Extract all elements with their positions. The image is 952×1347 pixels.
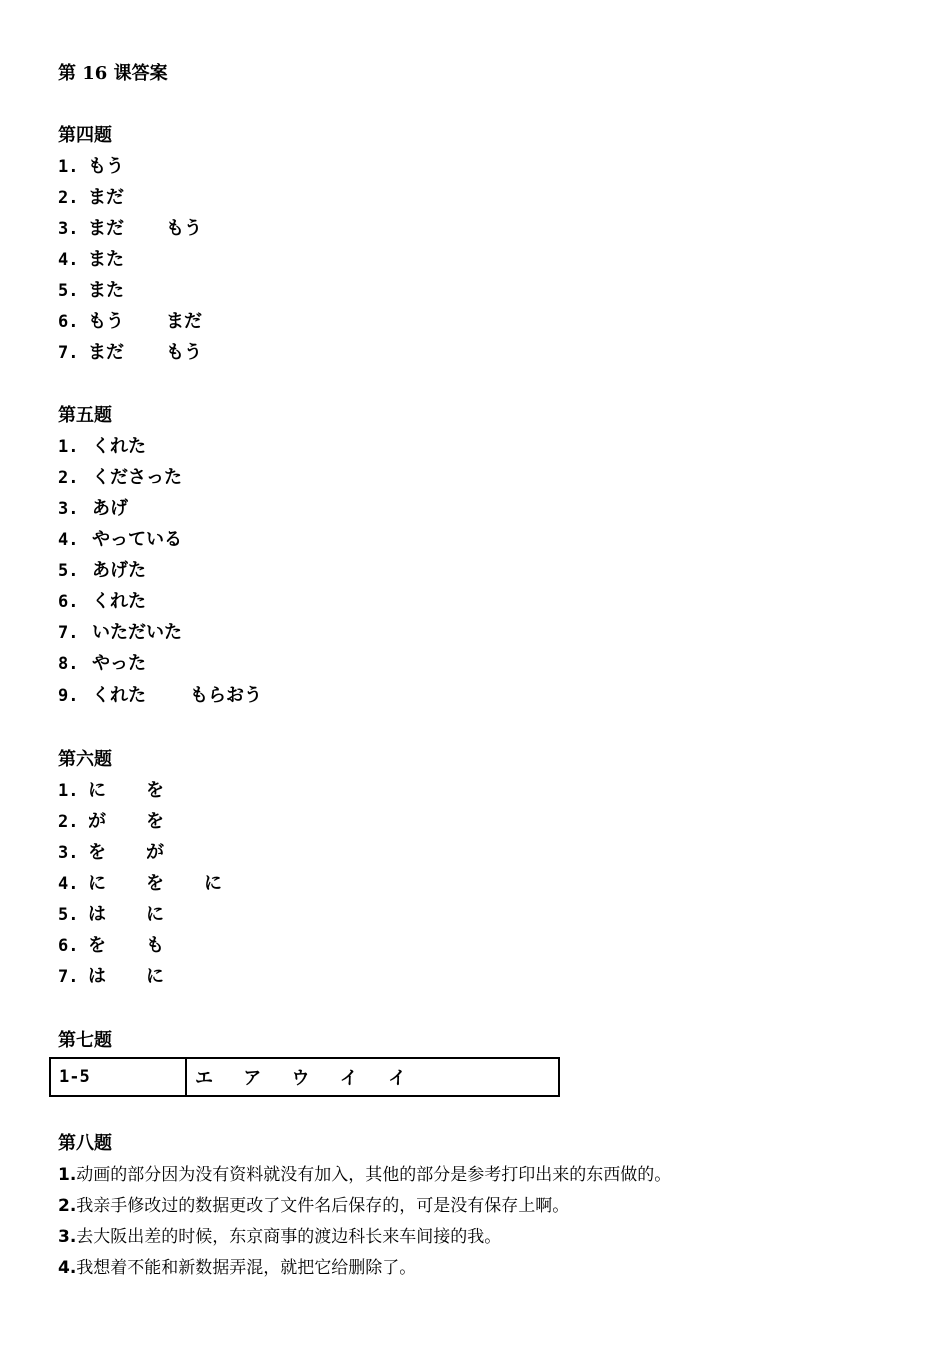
- translation-text: 去大阪出差的时候，东京商事的渡边科长来车间接的我。: [76, 1227, 502, 1247]
- item-number: 6.: [58, 592, 79, 612]
- s4-item: [58, 248, 166, 272]
- answer-a: を: [88, 842, 106, 863]
- s6-item: [58, 810, 204, 834]
- item-number: 2.: [58, 468, 79, 488]
- answer-a: くれた: [92, 436, 146, 457]
- item-number: 3.: [58, 499, 79, 519]
- translation-item: [58, 1163, 671, 1187]
- answer-a: やっている: [92, 529, 182, 550]
- item-number: 5.: [58, 561, 79, 581]
- translation-text: 我亲手修改过的数据更改了文件名后保存的，可是没有保存上啊。: [76, 1196, 570, 1216]
- answer-a: は: [88, 966, 106, 987]
- s4-item: [58, 341, 202, 365]
- answer-a: が: [88, 811, 106, 832]
- item-number: 3.: [58, 843, 79, 863]
- translation-item: [58, 1256, 416, 1280]
- answer-table: [49, 1057, 560, 1097]
- answer-a: を: [88, 935, 106, 956]
- s4-item: [58, 279, 166, 303]
- s6-item: [58, 779, 204, 803]
- page-title: 第 16 课答案: [58, 63, 168, 84]
- s6-item: [58, 903, 204, 927]
- answer-a: まだ: [88, 187, 124, 208]
- item-number: 6.: [58, 936, 79, 956]
- s5-item: [58, 466, 190, 490]
- item-number: 7.: [58, 967, 79, 987]
- item-number: 1.: [58, 781, 79, 801]
- item-number: 1.: [58, 1165, 77, 1185]
- item-number: 1.: [58, 157, 79, 177]
- answer-b: に: [146, 966, 164, 987]
- answer-b: を: [146, 873, 164, 894]
- answer-b: もらおう: [190, 685, 262, 706]
- s5-item: [58, 684, 262, 708]
- answer-b: を: [146, 780, 164, 801]
- answer-a: くれた: [92, 591, 146, 612]
- section-6-heading: 第六题: [58, 749, 112, 770]
- item-number: 5.: [58, 281, 79, 301]
- answer-a: に: [88, 780, 106, 801]
- s6-item: [58, 872, 222, 896]
- s4-item: [58, 155, 166, 179]
- answer-a: あげ: [92, 498, 128, 519]
- answer-a: まだ: [88, 342, 124, 363]
- answer-b: が: [146, 842, 164, 863]
- answer-a: あげた: [92, 560, 146, 581]
- answer-b: も: [146, 935, 164, 956]
- answer-b: を: [146, 811, 164, 832]
- item-number: 4.: [58, 250, 79, 270]
- s6-item: [58, 965, 204, 989]
- answer-a: いただいた: [92, 622, 182, 643]
- translation-item: [58, 1225, 501, 1249]
- translation-item: [58, 1194, 569, 1218]
- answer-a: は: [88, 904, 106, 925]
- section-8-heading: 第八题: [58, 1133, 112, 1154]
- answer-a: に: [88, 873, 106, 894]
- s4-item: [58, 217, 202, 241]
- answer-a: また: [88, 280, 124, 301]
- item-number: 8.: [58, 654, 79, 674]
- item-number: 3.: [58, 1227, 77, 1247]
- s5-item: [58, 497, 190, 521]
- item-number: 4.: [58, 530, 79, 550]
- item-number: 1.: [58, 437, 79, 457]
- s6-item: [58, 934, 204, 958]
- s6-item: [58, 841, 204, 865]
- item-number: 7.: [58, 623, 79, 643]
- answer-a: また: [88, 249, 124, 270]
- section-5-heading: 第五题: [58, 405, 112, 426]
- answer-a: もう: [88, 156, 124, 177]
- s5-item: [58, 621, 190, 645]
- answer-b: もう: [166, 342, 202, 363]
- answer-a: くれた: [92, 685, 146, 706]
- answer-a: まだ: [88, 218, 124, 239]
- s5-item: [58, 590, 190, 614]
- question-range-cell: 1-5: [50, 1058, 186, 1096]
- item-number: 4.: [58, 1258, 77, 1278]
- section-7-heading: 第七题: [58, 1030, 112, 1051]
- s5-item: [58, 528, 190, 552]
- item-number: 9.: [58, 686, 79, 706]
- answers-cell: エ ア ウ イ イ: [186, 1058, 559, 1096]
- translation-text: 我想着不能和新数据弄混，就把它给删除了。: [76, 1258, 417, 1278]
- answer-a: やった: [92, 653, 146, 674]
- answer-a: もう: [88, 311, 124, 332]
- s5-item: [58, 435, 190, 459]
- item-number: 6.: [58, 312, 79, 332]
- table-row: [50, 1058, 559, 1096]
- answer-b: もう: [166, 218, 202, 239]
- item-number: 2.: [58, 188, 79, 208]
- s4-item: [58, 186, 166, 210]
- answer-b: に: [146, 904, 164, 925]
- item-number: 2.: [58, 1196, 77, 1216]
- section-4-heading: 第四题: [58, 125, 112, 146]
- s5-item: [58, 559, 190, 583]
- s4-item: [58, 310, 202, 334]
- answer-a: くださった: [92, 467, 182, 488]
- answer-c: に: [204, 873, 222, 894]
- item-number: 4.: [58, 874, 79, 894]
- item-number: 2.: [58, 812, 79, 832]
- item-number: 7.: [58, 343, 79, 363]
- item-number: 5.: [58, 905, 79, 925]
- item-number: 3.: [58, 219, 79, 239]
- translation-text: 动画的部分因为没有资料就没有加入，其他的部分是参考打印出来的东西做的。: [76, 1165, 672, 1185]
- answer-b: まだ: [166, 311, 202, 332]
- s5-item: [58, 652, 190, 676]
